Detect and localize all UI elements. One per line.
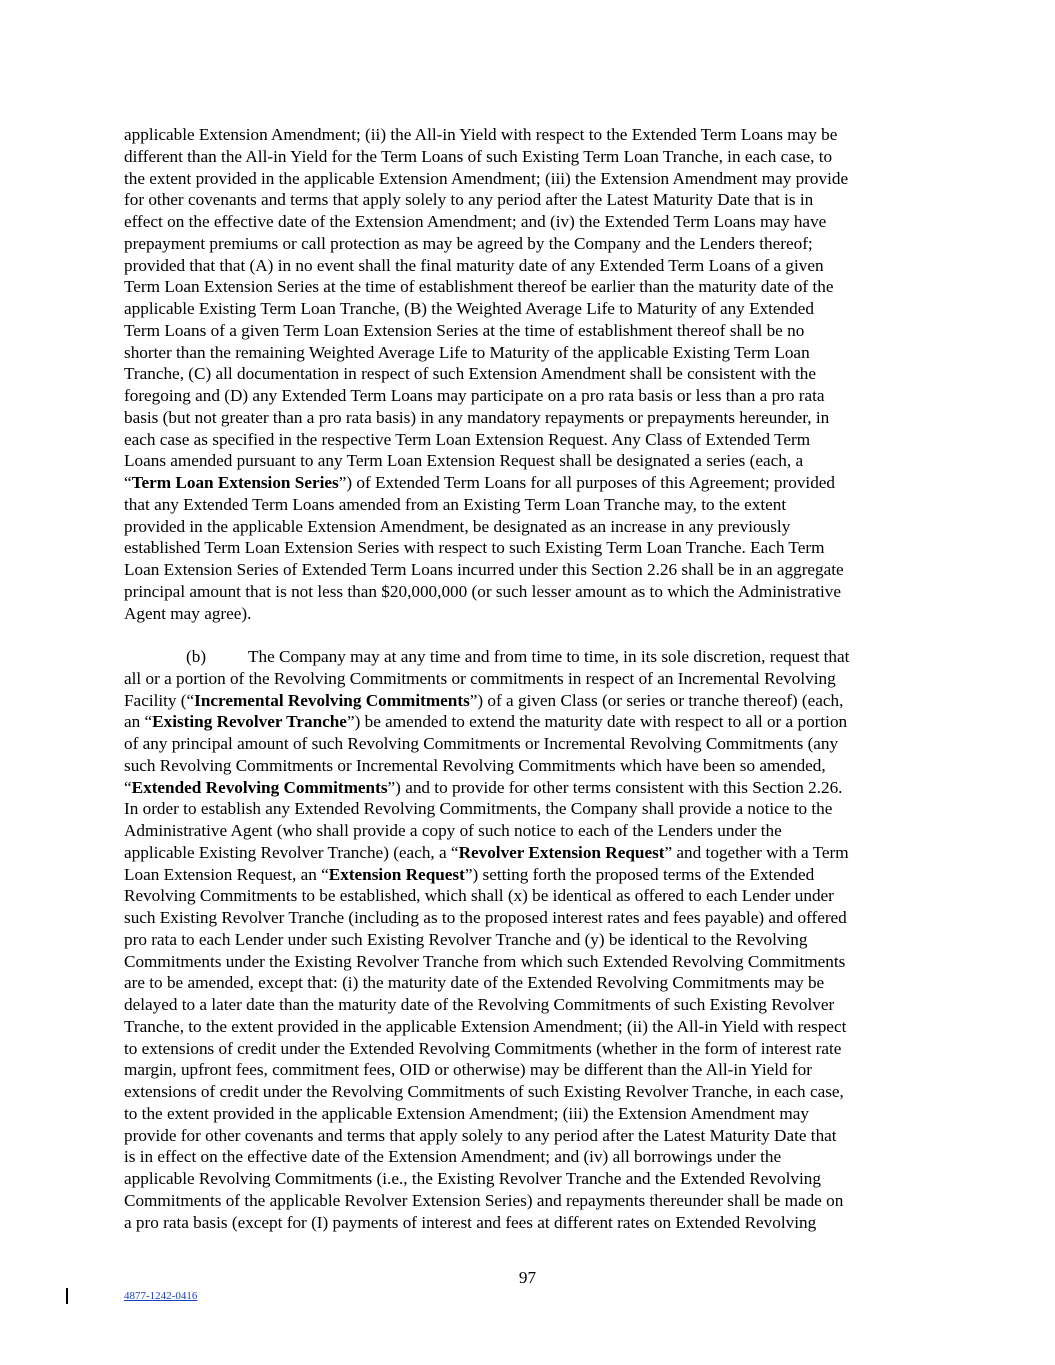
text-segment: Loan Extension Request, an “ — [124, 864, 329, 884]
quote-open: “ — [124, 777, 132, 797]
text-line: Administrative Agent (who shall provide a copy of such notice to each of the Lenders under the — [124, 821, 782, 840]
text-line: Commitments of the applicable Revolver Extension Series) and repayments thereunder shall be made on — [124, 1190, 844, 1210]
text-line — [124, 711, 936, 733]
text-line — [124, 472, 936, 494]
defined-term: Extension Request — [328, 864, 465, 884]
document-id-link[interactable]: 4877-1242-0416 — [124, 1290, 198, 1302]
text-line: provided that that (A) in no event shall the final maturity date of any Extended Term Loans of a given — [124, 255, 824, 275]
text-line: pro rata to each Lender under such Existing Revolver Tranche and (y) be identical to the Revolving — [124, 929, 808, 949]
text-line: of any principal amount of such Revolving Commitments or Incremental Revolving Commitments (any — [124, 734, 839, 753]
text-line: to extensions of credit under the Extended Revolving Commitments (whether in the form of interest rate — [124, 1038, 842, 1058]
text-line: Loan Extension Series of Extended Term Loans incurred under this Section 2.26 shall be in an aggregate — [124, 560, 844, 579]
text-segment: ”) of Extended Term Loans for all purposes of this Agreement; provided — [338, 473, 836, 492]
text-line: such Revolving Commitments or Incremental Revolving Commitments which have been so amended, — [124, 755, 826, 775]
page-number: 97 — [518, 1268, 537, 1287]
defined-term: Revolver Extension Request — [458, 842, 665, 862]
quote-open: “ — [124, 473, 132, 492]
text-line: Revolving Commitments to be established, which shall (x) be identical as offered to each Lender under — [124, 886, 834, 906]
paragraph-b — [124, 646, 936, 1233]
paragraph-spacer — [124, 624, 936, 646]
text-line: Agent may agree). — [124, 603, 252, 623]
text-line: effect on the effective date of the Extension Amendment; and (iv) the Extended Term Loans may have — [124, 212, 827, 231]
text-line: each case as specified in the respective Term Loan Extension Request. Any Class of Extended Term — [124, 429, 811, 449]
text-line: extensions of credit under the Revolving Commitments of such Existing Revolver Tranche, in each case, — [124, 1082, 844, 1101]
text-line: shorter than the remaining Weighted Average Life to Maturity of the applicable Existing Term Loan — [124, 342, 810, 362]
text-line: applicable Existing Term Loan Tranche, (B) the Weighted Average Life to Maturity of any Extended — [124, 299, 814, 318]
text-line: that any Extended Term Loans amended from an Existing Term Loan Tranche may, to the extent — [124, 494, 787, 514]
text-line: a pro rata basis (except for (I) payments of interest and fees at different rates on Extended Revolving — [124, 1212, 817, 1232]
text-line: Tranche, (C) all documentation in respect of such Extension Amendment shall be consistent with the — [124, 364, 816, 384]
defined-term: Existing Revolver Tranche — [152, 712, 347, 732]
defined-term: Term Loan Extension Series — [131, 473, 339, 492]
text-line: established Term Loan Extension Series with respect to such Existing Term Loan Tranche. Each Term — [124, 538, 825, 558]
text-line: Commitments under the Existing Revolver Tranche from which such Extended Revolving Commitments — [124, 951, 846, 971]
paragraph-continuation — [124, 124, 936, 624]
text-line: Tranche, to the extent provided in the applicable Extension Amendment; (ii) the All-in Yield with respect — [124, 1016, 847, 1036]
text-line: different than the All-in Yield for the Term Loans of such Existing Term Loan Tranche, in each case, to — [124, 146, 833, 166]
text-segment: applicable Existing Revolver Tranche) (each, a “ — [124, 842, 459, 862]
text-line: all or a portion of the Revolving Commitments or commitments in respect of an Incremental Revolving — [124, 668, 836, 688]
text-segment: ”) setting forth the proposed terms of the Extended — [464, 864, 815, 884]
body-text — [124, 124, 936, 1233]
text-segment: ”) and to provide for other terms consistent with this Section 2.26. — [387, 777, 843, 797]
text-segment: ” and together with a Term — [664, 842, 849, 862]
text-line: prepayment premiums or call protection as may be agreed by the Company and the Lenders thereof; — [124, 233, 813, 253]
text-line — [124, 842, 936, 864]
text-line: for other covenants and terms that apply solely to any period after the Latest Maturity Date that is in — [124, 190, 814, 210]
clause-label: (b) — [186, 647, 207, 666]
text-segment: Facility (“ — [124, 690, 195, 710]
text-line — [124, 646, 936, 668]
text-line: provided in the applicable Extension Amendment, be designated as an increase in any previously — [124, 516, 791, 536]
text-line: provide for other covenants and terms that apply solely to any period after the Latest Maturity Date that — [124, 1125, 837, 1145]
text-line — [124, 690, 936, 712]
text-line: are to be amended, except that: (i) the maturity date of the Extended Revolving Commitments may be — [124, 973, 825, 993]
text-line: basis (but not greater than a pro rata basis) in any mandatory repayments or prepayments hereunder, in — [124, 407, 830, 427]
text-line: applicable Revolving Commitments (i.e., the Existing Revolver Tranche and the Extended Revolving — [124, 1169, 821, 1188]
text-segment: ”) be amended to extend the maturity date with respect to all or a portion — [346, 712, 848, 732]
defined-term: Incremental Revolving Commitments — [194, 690, 470, 710]
text-line: In order to establish any Extended Revolving Commitments, the Company shall provide a notice to the — [124, 799, 833, 819]
text-line — [124, 864, 936, 886]
text-line: delayed to a later date than the maturity date of the Revolving Commitments of such Existing Revolver — [124, 995, 835, 1014]
text-line: margin, upfront fees, commitment fees, OID or otherwise) may be different than the All-in Yield for — [124, 1060, 812, 1080]
text-line: such Existing Revolver Tranche (including as to the proposed interest rates and fees payable) and offered — [124, 908, 847, 927]
text-line: is in effect on the effective date of the Extension Amendment; and (iv) all borrowings under the — [124, 1147, 782, 1167]
revision-bar — [66, 1288, 68, 1304]
text-line: principal amount that is not less than $20,000,000 (or such lesser amount as to which the Administrative — [124, 581, 841, 601]
text-segment: ”) of a given Class (or series or tranche thereof) (each, — [469, 690, 844, 710]
text-line — [124, 777, 936, 799]
defined-term: Extended Revolving Commitments — [131, 777, 388, 797]
text-line: applicable Extension Amendment; (ii) the All-in Yield with respect to the Extended Term Loans may be — [124, 125, 838, 144]
text-line: foregoing and (D) any Extended Term Loans may participate on a pro rata basis or less than a pro rata — [124, 386, 825, 405]
text-line: the extent provided in the applicable Extension Amendment; (iii) the Extension Amendment may provide — [124, 168, 849, 188]
text-line: to the extent provided in the applicable Extension Amendment; (iii) the Extension Amendment may — [124, 1103, 809, 1123]
text-line: Term Loan Extension Series at the time of establishment thereof be earlier than the maturity date of the — [124, 277, 834, 297]
text-line: Term Loans of a given Term Loan Extension Series at the time of establishment thereof shall be no — [124, 320, 805, 340]
text-segment: an “ — [124, 712, 153, 732]
text-segment: The Company may at any time and from time to time, in its sole discretion, request that — [248, 647, 850, 666]
text-line: Loans amended pursuant to any Term Loan Extension Request shall be designated a series (each, a — [124, 451, 804, 471]
